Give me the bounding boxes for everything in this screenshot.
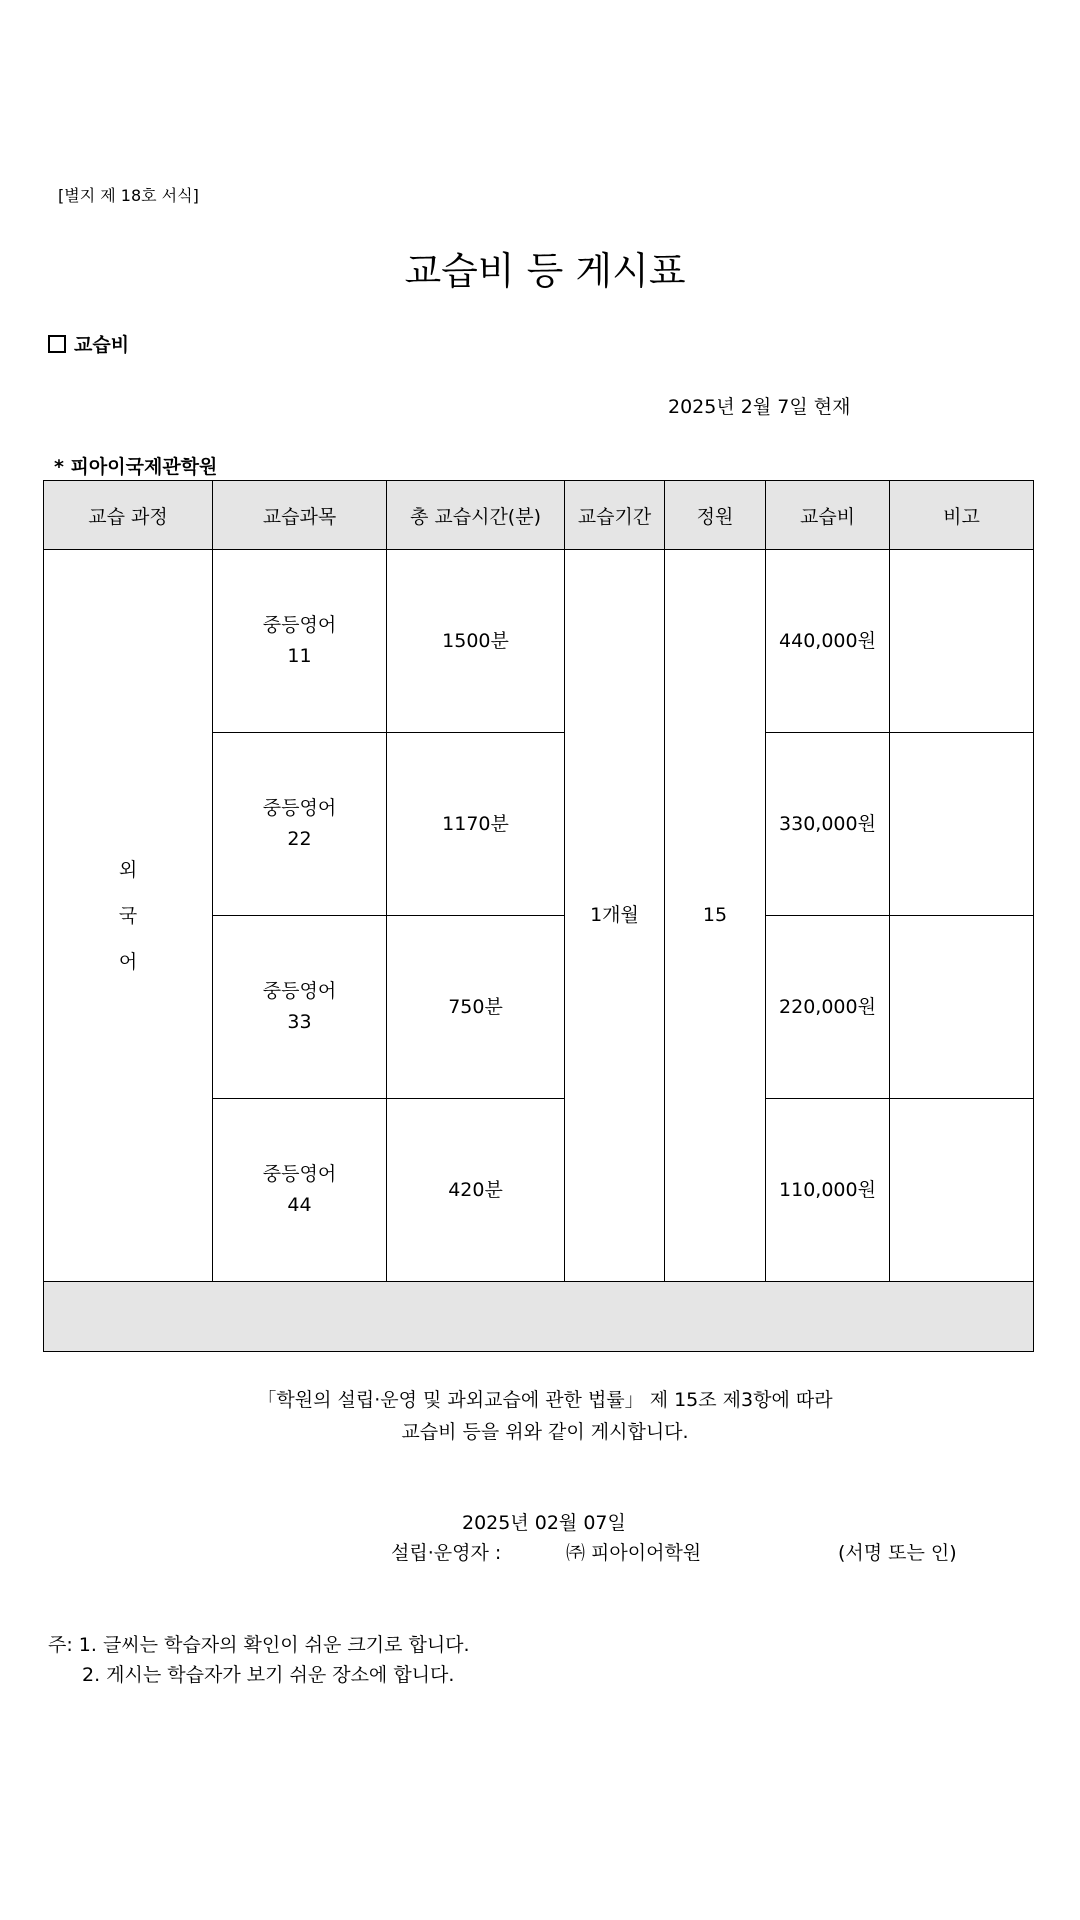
signature-label: (서명 또는 인) (838, 1542, 957, 1564)
legal-notice (0, 1384, 1080, 1448)
form-number: [별지 제 18호 서식] (58, 186, 199, 205)
subject-cell (213, 550, 387, 733)
operator-label: 설립·운영자 : (391, 1542, 502, 1564)
capacity-cell: 15 (665, 550, 766, 1282)
note-cell (890, 916, 1034, 1099)
hours-cell: 1500분 (387, 550, 565, 733)
operator-name: ㈜ 피아이어학원 (566, 1542, 702, 1564)
footnote-2: 2. 게시는 학습자가 보기 쉬운 장소에 합니다. (82, 1664, 455, 1686)
header-note: 비고 (890, 481, 1034, 550)
header-course: 교습 과정 (44, 481, 213, 550)
header-period: 교습기간 (565, 481, 665, 550)
note-cell (890, 1099, 1034, 1282)
subject-name: 중등영어 (262, 980, 337, 1002)
checkbox-icon (48, 335, 66, 353)
fee-table (43, 480, 1034, 1352)
legal-notice-line-1: 「학원의 설립·운영 및 과외교습에 관한 법률」 제 15조 제3항에 따라 (257, 1389, 833, 1411)
fee-cell: 220,000원 (766, 916, 890, 1099)
note-cell (890, 733, 1034, 916)
subject-level: 22 (287, 828, 312, 850)
footer-cell (44, 1282, 1034, 1352)
issue-date: 2025년 02월 07일 (462, 1512, 626, 1534)
note-cell (890, 550, 1034, 733)
subject-name: 중등영어 (262, 614, 337, 636)
as-of-date: 2025년 2월 7일 현재 (668, 396, 851, 418)
table-row (44, 550, 1034, 733)
header-fee: 교습비 (766, 481, 890, 550)
section-heading (48, 330, 129, 357)
subject-level: 33 (287, 1011, 312, 1033)
page-title: 교습비 등 게시표 (404, 249, 686, 293)
subject-name: 중등영어 (262, 1163, 337, 1185)
legal-notice-line-2: 교습비 등을 위와 같이 게시합니다. (401, 1421, 689, 1443)
subject-level: 44 (287, 1194, 312, 1216)
hours-cell: 750분 (387, 916, 565, 1099)
subject-name: 중등영어 (262, 797, 337, 819)
hours-cell: 420분 (387, 1099, 565, 1282)
subject-cell (213, 916, 387, 1099)
fee-cell: 110,000원 (766, 1099, 890, 1282)
period-cell: 1개월 (565, 550, 665, 1282)
footnote-1: 주: 1. 글씨는 학습자의 확인이 쉬운 크기로 합니다. (48, 1634, 470, 1656)
fee-cell: 440,000원 (766, 550, 890, 733)
section-label: 교습비 (74, 334, 130, 356)
header-capacity: 정원 (665, 481, 766, 550)
course-label: 외국어 (118, 858, 138, 973)
subject-level: 11 (287, 645, 312, 667)
subject-cell (213, 733, 387, 916)
hours-cell: 1170분 (387, 733, 565, 916)
course-cell (44, 550, 213, 1282)
fee-cell: 330,000원 (766, 733, 890, 916)
table-header-row (44, 481, 1034, 550)
academy-label: * 피아이국제관학원 (54, 456, 218, 478)
subject-cell (213, 1099, 387, 1282)
header-total-hours: 총 교습시간(분) (387, 481, 565, 550)
header-subject: 교습과목 (213, 481, 387, 550)
table-footer-row (44, 1282, 1034, 1352)
